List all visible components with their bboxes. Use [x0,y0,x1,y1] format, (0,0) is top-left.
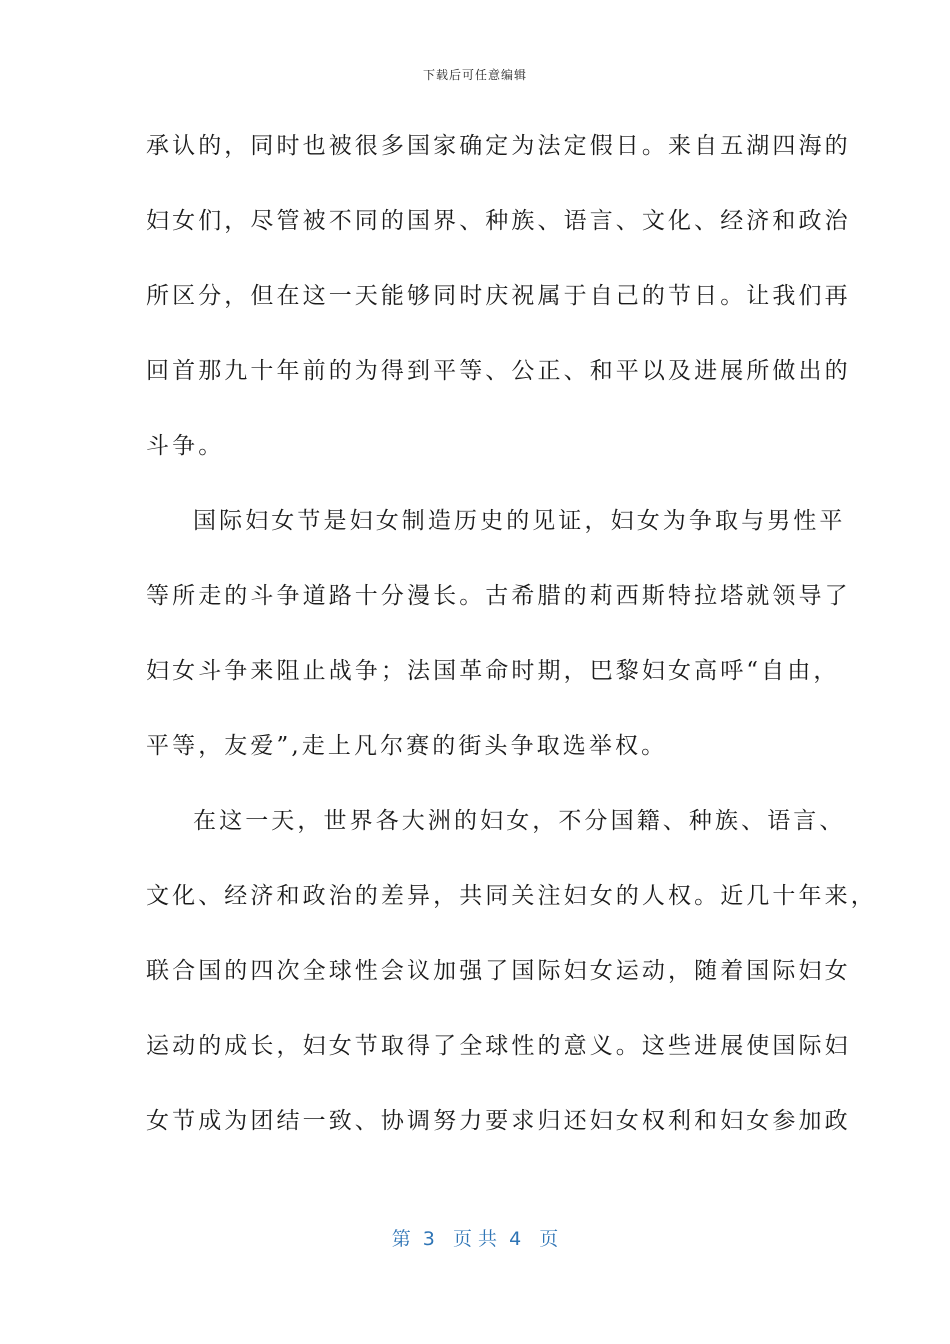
paragraph-first-line: 在这一天，世界各大洲的妇女，不分国籍、种族、语言、 [193,808,846,834]
text-line: 妇女斗争来阻止战争；法国革命时期，巴黎妇女高呼“自由， [146,658,840,684]
text-line: 斗争。 [146,433,225,459]
text-line: 所区分，但在这一天能够同时庆祝属于自己的节日。让我们再 [146,283,851,309]
text-line: 妇女们，尽管被不同的国界、种族、语言、文化、经济和政治 [146,208,851,234]
text-line: 平等，友爱”,走上凡尔赛的街头争取选举权。 [146,733,668,759]
body-text [146,118,877,1168]
text-line: 女节成为团结一致、协调努力要求归还妇女权利和妇女参加政 [146,1108,851,1134]
text-line: 联合国的四次全球性会议加强了国际妇女运动，随着国际妇女 [146,958,851,984]
text-line: 等所走的斗争道路十分漫长。古希腊的莉西斯特拉塔就领导了 [146,583,851,609]
header-note: 下载后可任意编辑 [422,68,527,82]
page-footer: 第 3 页 共 4 页 [391,1228,559,1250]
paragraph-first-line: 国际妇女节是妇女制造历史的见证，妇女为争取与男性平 [193,508,846,534]
text-line: 文化、经济和政治的差异，共同关注妇女的人权。近几十年来， [146,883,877,909]
text-line: 承认的，同时也被很多国家确定为法定假日。来自五湖四海的 [146,133,851,159]
text-line: 回首那九十年前的为得到平等、公正、和平以及进展所做出的 [146,358,851,384]
text-line: 运动的成长，妇女节取得了全球性的意义。这些进展使国际妇 [146,1033,851,1059]
